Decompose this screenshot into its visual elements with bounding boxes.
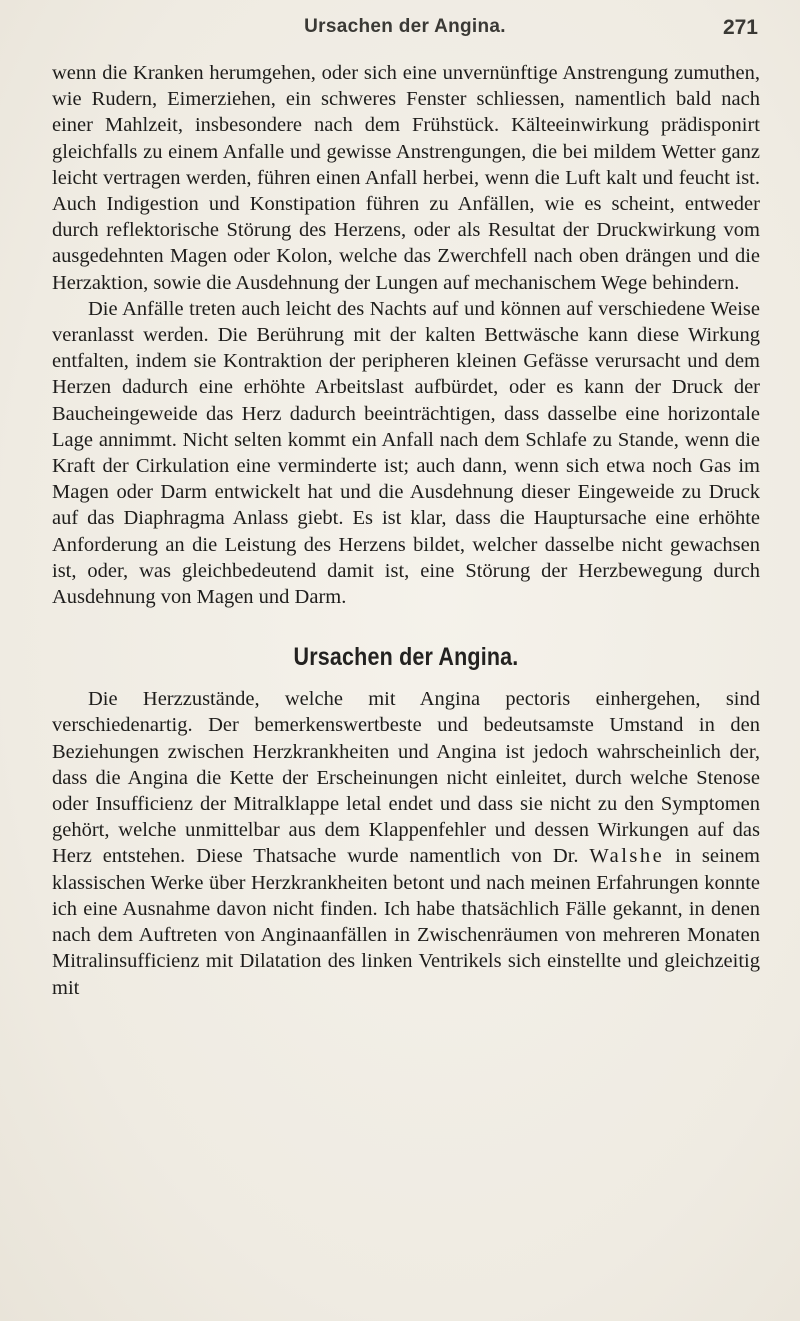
page-number: 271 (722, 16, 758, 39)
paragraph-text-part: Die Herzzustände, welche mit Angina pectoris einhergehen, sind verschiedenartig. Der bemerkenswertbeste und bedeutsamste Umstand in den Beziehungen zwischen Herzkrankheiten und Angina ist jedoch wahrscheinlich der, dass die Angina die Kette der Erscheinungen nicht einleitet, durch welche Stenose oder Insufficienz der Mitralklappe letal endet und dass sie nicht zu den Symptomen gehört, welche unmittelbar aus dem Klappenfehler und dessen Wirkungen auf das Herz entstehen. Diese Thatsache wurde namentlich von Dr. (52, 688, 760, 868)
section-heading: Ursachen der Angina. (293, 643, 519, 672)
paragraph-continued: wenn die Kranken herumgehen, oder sich eine unvernünftige Anstrengung zumuthen, wie Rudern, Eimerziehen, ein schweres Fenster schliessen, namentlich bald nach einer Mahlzeit, insbesondere nach dem Frühstück. Kälteeinwirkung prädisponirt gleichfalls zu einem Anfalle und gewisse Anstrengungen, die bei mildem Wetter ganz leicht vertragen werden, führen einen Anfall herbei, wenn die Luft kalt und feucht ist. Auch Indigestion und Konstipation führen zu Anfällen, wie es scheint, entweder durch reflektorische Störung des Herzens, oder als Resultat der Druckwirkung vom ausgedehnten Magen oder Kolon, welche das Zwerchfell nach oben drängen und die Herzaktion, sowie die Ausdehnung der Lungen auf mechanischem Wege behindern. (52, 62, 760, 294)
paragraph-heart-conditions (52, 686, 760, 1000)
running-head (52, 16, 758, 46)
running-head-title: Ursachen der Angina. (304, 16, 506, 37)
paragraph-nocturnal-attacks: Die Anfälle treten auch leicht des Nachts auf und können auf verschiedene Weise veranlasst werden. Die Berührung mit der kalten Bettwäsche kann diese Wirkung entfalten, indem sie Kontraktion der peripheren kleinen Gefässe verursacht und dem Herzen dadurch eine erhöhte Arbeitslast aufbürdet, oder es kann der Druck der Baucheingeweide das Herz dadurch beeinträchtigen, dass dasselbe eine horizontale Lage annimmt. Nicht selten kommt ein Anfall nach dem Schlafe zu Stande, wenn die Kraft der Cirkulation eine verminderte ist; auch dann, wenn sich etwa noch Gas im Magen oder Darm entwickelt hat und die Ausdehnung dieser Eingeweide zu Druck auf das Diaphragma Anlass giebt. Es ist klar, dass die Hauptursache eine erhöhte Anforderung an die Leistung des Herzens bildet, welcher dasselbe nicht gewachsen ist, oder, was gleichbedeutend damit ist, eine Störung der Herzbewegung durch Ausdehnung von Magen und Darm. (52, 297, 760, 609)
author-name: Walshe (589, 845, 665, 868)
paragraph-text-part: in seinem klassischen Werke über Herzkrankheiten betont und nach meinen Erfahrungen konnte ich eine Ausnahme davon nicht finden. Ich habe thatsächlich Fälle gekannt, in denen nach dem Auftreten von Anginaanfällen in Zwischenräumen von mehreren Monaten Mitralinsufficienz mit Dilatation des linken Ventrikels sich einstellte und gleichzeitig mit (52, 845, 760, 999)
body-text (52, 60, 760, 1001)
